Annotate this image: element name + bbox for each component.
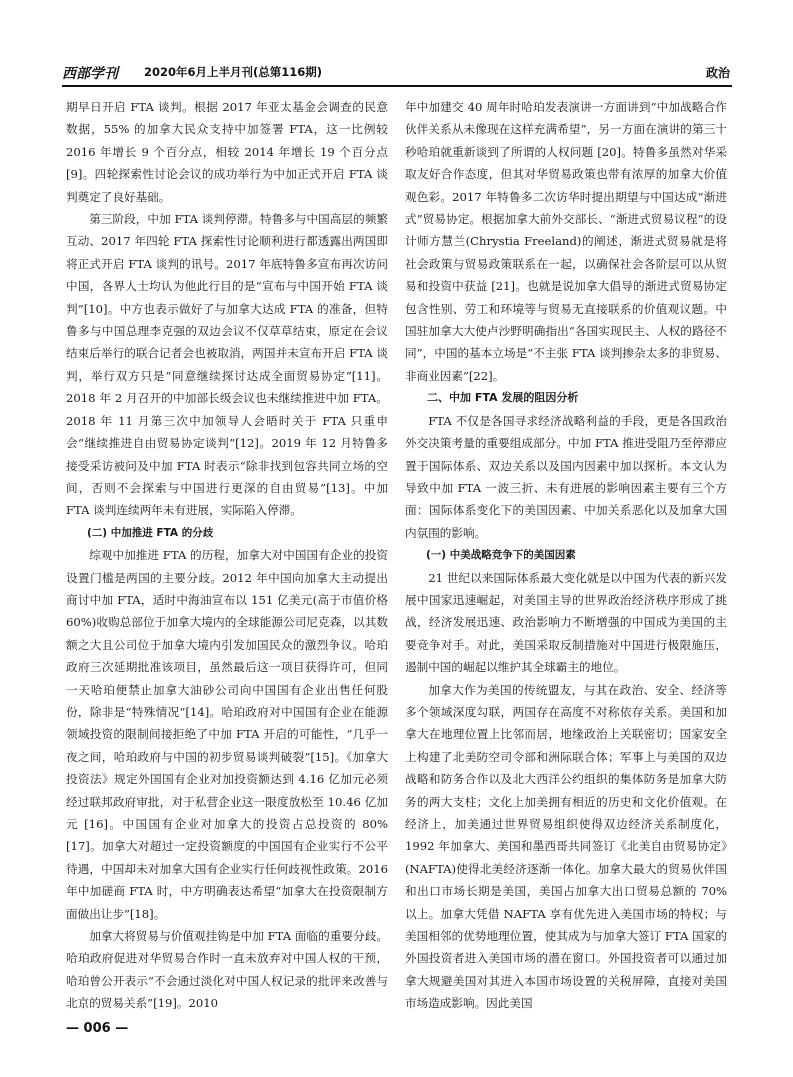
paragraph: 年中加建交 40 周年时哈珀发表演讲一方面讲到“中加战略合作伙伴关系从未像现在这样充满希望”，另一方面在演讲的第三十秒哈珀就重新谈到了所谓的人权问题 [20]。特鲁多虽然对华采取友好合作态度，但其对华贸易政策也带有浓厚的加拿大价值观色彩。2017 年特鲁多二次访华时提出期望与中国达成“渐进式”贸易协定。根据加拿大前外交部长、“渐进式贸易议程”的设计师方慧兰(Chrystia Freeland)的阐述，渐进式贸易就是将社会政策与贸易政策联系在一起，以确保社会各阶层可以从贸易和投资中获益 [21]。也就是说加拿大倡导的渐进式贸易协定包含性别、劳工和环境等与贸易无直接联系的价值观议题。中国驻加拿大大使卢沙野明确指出“各国实现民主、人权的路径不同”，中国的基本立场是“不主张 FTA 谈判掺杂太多的非贸易、非商业因素”[22]。 [405, 100, 727, 383]
paragraph: 加拿大将贸易与价值观挂钩是中加 FTA 面临的重要分歧。哈珀政府促进对华贸易合作时一直未放弃对中国人权的干预，哈珀曾公开表示“不会通过淡化对中国人权记录的批评来改善与北京的贸易关系”[19]。2010 [66, 929, 388, 1011]
left-column [66, 96, 388, 1015]
header-divider [62, 85, 732, 87]
paragraph: 综观中加推进 FTA 的历程，加拿大对中国国有企业的投资设置门槛是两国的主要分歧。2012 年中国向加拿大主动提出商讨中加 FTA，适时中海油宣布以 151 亿美元(高于市值价格 60%)收购总部位于加拿大境内的全球能源公司尼克森，以其数额之大且公司位于加拿大境内引发加国民众的激烈争议。哈珀政府三次延期批准该项目，虽然最后这一项目获得许可，但同一天哈珀便禁止加拿大油砂公司向中国国有企业出售任何股份，除非是“特殊情况”[14]。哈珀政府对中国国有企业在能源领域投资的限制间接拒绝了中加 FTA 开启的可能性，“几乎一夜之间，哈珀政府与中国的初步贸易谈判破裂”[15]。《加拿大投资法》规定外国国有企业对加投资额达到 4.16 亿加元必须经过联邦政府审批，对于私营企业这一限度放松至 10.46 亿加元 [16]。中国国有企业对加拿大的投资占总投资的 80%[17]。加拿大对超过一定投资额度的中国国有企业实行不公平待遇，中国却未对加拿大国有企业实行任何歧视性政策。2016 年中加磋商 FTA 时，中方明确表达希望“加拿大在投资限制方面做出让步”[18]。 [66, 548, 388, 921]
section-label: 政治 [705, 66, 730, 80]
section-heading: 二、中加 FTA 发展的阻因分析 [427, 391, 579, 405]
paragraph: FTA 不仅是各国寻求经济战略利益的手段，更是各国政治外交决策考量的重要组成部分。中加 FTA 推进受阻乃至停滞应置于国际体系、双边关系以及国内因素中加以探析。本文认为导致中加 FTA 一波三折、未有进展的影响因素主要有三个方面：国际体系变化下的美国因素、中加关系恶化以及加拿大国内氛围的影响。 [405, 413, 727, 540]
running-header [62, 62, 732, 84]
paragraph: 期早日开启 FTA 谈判。根据 2017 年亚太基金会调查的民意数据，55% 的加拿大民众支持中加签署 FTA，这一比例较 2016 年增长 9 个百分点，相较 2014 年增长 19 个百分点 [9]。四轮探索性讨论会议的成功举行为中加正式开启 FTA 谈判奠定了良好基础。 [66, 100, 388, 204]
subsection-heading: (二) 中加推进 FTA 的分歧 [87, 526, 214, 539]
subsection-heading: (一) 中美战略竞争下的美国因素 [426, 549, 576, 562]
paragraph: 21 世纪以来国际体系最大变化就是以中国为代表的新兴发展中国家迅速崛起，对美国主导的世界政治经济秩序形成了挑战，经济发展迅速、政治影响力不断增强的中国成为美国的主要竞争对手。对此，美国采取反制措施对中国进行极限施压，遏制中国的崛起以维护其全球霸主的地位。 [405, 570, 727, 675]
right-column [405, 96, 727, 1015]
page-number: — 006 — [66, 1021, 129, 1036]
issue-info: 2020年6月上半月刊(总第116期) [144, 65, 323, 79]
journal-logo: 西部学刊 [62, 66, 118, 82]
paragraph: 第三阶段，中加 FTA 谈判停滞。特鲁多与中国高层的频繁互动、2017 年四轮 FTA 探索性讨论顺利进行都透露出两国即将正式开启 FTA 谈判的讯号。2017 年底特鲁多宣布再次访问中国，各界人士均认为他此行目的是“宣布与中国开始 FTA 谈判”[10]。中方也表示做好了与加拿大达成 FTA 的准备，但特鲁多与中国总理李克强的双边会议不仅草草结束，原定在会议结束后举行的联合记者会也被取消，两国并未宣布开启 FTA 谈判，举行双方只是“同意继续探讨达成全面贸易协定”[11]。2018 年 2 月召开的中加部长级会议也未继续推进中加 FTA。2018 年 11 月第三次中加领导人会晤时关于 FTA 只重申会“继续推进自由贸易协定谈判”[12]。2019 年 12 月特鲁多接受采访被问及中加 FTA 时表示“除非找到包容共同立场的空间，否则不会探索与中国进行更深的自由贸易”[13]。中加 FTA 谈判连续两年未有进展，实际陷入停滞。 [66, 212, 388, 518]
paragraph: 加拿大作为美国的传统盟友，与其在政治、安全、经济等多个领域深度勾联，两国存在高度不对称依存关系。美国和加拿大在地理位置上比邻而居，地缘政治上关联密切；国家安全上构建了北美防空司令部和洲际联合体；军事上与美国的双边战略和防务合作以及北大西洋公约组织的集体防务是加拿大防务的两大支柱；文化上加美拥有相近的历史和文化价值观。在经济上，加美通过世界贸易组织使得双边经济关系制度化，1992 年加拿大、美国和墨西哥共同签订《北美自由贸易协定》(NAFTA)使得北美经济逐渐一体化。加拿大最大的贸易伙伴国和出口市场长期是美国，美国占加拿大出口贸易总额的 70% 以上。加拿大凭借 NAFTA 享有优先进入美国市场的特权；与美国相邻的优势地理位置，使其成为与加拿大签订 FTA 国家的外国投资者进入美国市场的潜在窗口。外国投资者可以通过加拿大规避美国对其进入本国市场设置的关税屏障，直接对美国市场造成影响。因此美国 [405, 682, 727, 1011]
